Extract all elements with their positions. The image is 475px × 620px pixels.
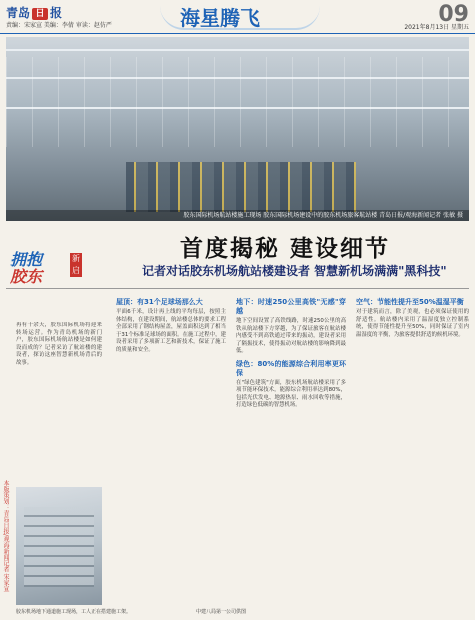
newspaper-logo: 青岛 日 报 [6, 6, 63, 20]
article-column-1 [116, 296, 226, 596]
column-badge-tag: 新启 [72, 254, 80, 275]
article-column-3 [356, 296, 469, 596]
headline-rule [6, 288, 469, 289]
masthead [0, 0, 475, 34]
photo-caption: 胶东国际机场航站楼施工现场 胶东国际机场建设中的胶东机场旅客航站楼 青岛日报/观海新闻记者 张敏 摄 [6, 210, 469, 221]
lead-paragraph [16, 322, 102, 482]
column-badge-line1: 拥抱 [10, 250, 43, 269]
section-text: 对于建筑而言，除了美观，也必须保证使用的舒适性。航站楼内采用了温湿度独立控制系统，使得节能性提升至50%，同时保证了室内温湿度的平衡，为旅客提供舒适的候机环境。 [356, 309, 469, 338]
secondary-photo-caption: 胶东机场地下通道施工现场，工人正在搭建施工架。 [16, 609, 132, 615]
logo-mark-icon: 日 [32, 8, 48, 20]
column-badge [10, 247, 100, 286]
section-heading: 屋顶：有31个足球场那么大 [116, 298, 203, 306]
section-heading: 绿色：80%的能源综合利用率更环保 [236, 359, 346, 377]
scaffold-panel [24, 507, 94, 587]
article-column-2 [236, 296, 346, 596]
construction-workers [126, 162, 356, 212]
page-number: 09 [438, 2, 469, 27]
page-subheadline: 记者对话胶东机场航站楼建设者 智慧新机场满满"黑科技" [142, 264, 447, 278]
secondary-photo-credit: 中建八局第一公司供图 [196, 609, 247, 615]
column-badge-line2: 胶东 [10, 267, 43, 286]
lead-photo [6, 37, 469, 221]
section-heading: 地下：时速250公里高铁"无感"穿越 [236, 298, 346, 315]
section-text: 地下空间设置了高铁线路，时速250公里的高铁从航站楼下方穿越，为了保证旅客在航站楼内感受不到高铁通过带来的振动，建设者采用了隔振技术，使得振动对航站楼的影响降到最低。 [236, 318, 346, 354]
section-title: 海星腾飞 [180, 6, 260, 30]
section-text: 在"绿色建筑"方面，胶东机场航站楼采用了多项节能环保技术，能源综合利用率达到80%，包括光伏发电、地源热泵、雨水回收等措施，打造绿色低碳的智慧机场。 [236, 379, 346, 408]
page-headline: 首度揭秘 建设细节 [180, 235, 391, 262]
curtain-wall [6, 57, 469, 147]
section-text: 平面6千米，设计再上线的平均每层，按照主体结构，在建设期间，航站楼总体的要求工程全部采用了钢结构屋盖，屋盖面积达到了相当于31个标准足球场的面积。在施工过程中，建设者采用了多项新工艺和新技术，保证了施工的质量和安全。 [116, 309, 226, 353]
header-rule [0, 33, 475, 34]
roof-beam [6, 49, 469, 51]
secondary-photo [16, 487, 102, 605]
section-heading: 空气：节能性提升至50%温湿平衡 [356, 298, 464, 306]
lead-text: 再有十余天，胶东国际机场将迎来转场运营。作为青岛机场的新门户，胶东国际机场航站楼是如何建设而成的？记者采访了航站楼的建设者，探访这座智慧新机场背后的故事。 [16, 322, 102, 366]
issue-date: 2021年8月13日 星期五 [404, 24, 469, 31]
side-strip-credit: 本版策划：青岛日报/观海新闻记者 宋家宣 [2, 480, 9, 592]
editor-credits: 责编：宋家宣 美编：李倩 审读：赵仿严 [6, 22, 112, 29]
